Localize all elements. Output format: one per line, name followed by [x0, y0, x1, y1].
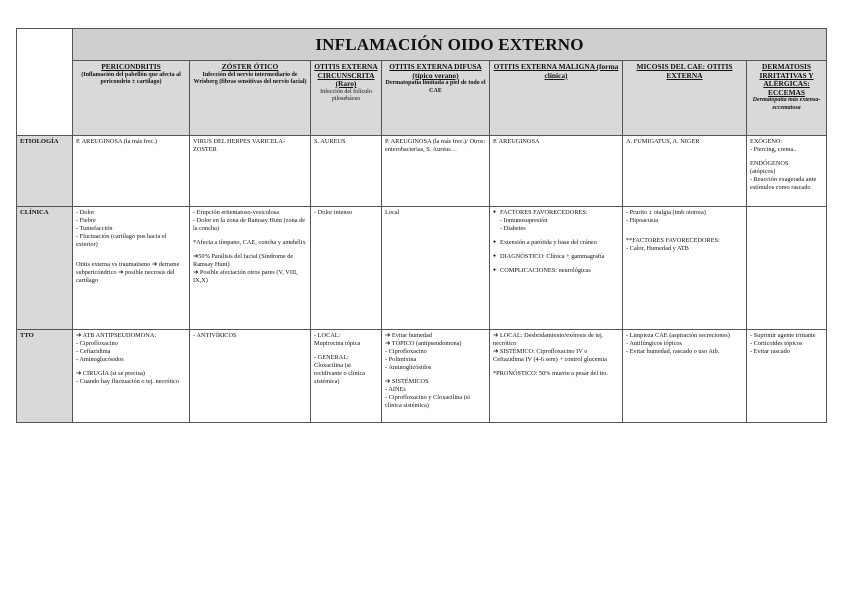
cell-text: - Prurito ± otalgia (tmb otorrea) [626, 209, 706, 216]
cell-text: - Ciprofloxacino [385, 348, 427, 356]
cell-tto-zoster [190, 330, 311, 423]
cell-text: - Erupción eritematoso-vesiculosa [193, 209, 280, 216]
header-title: OTITIS EXTERNA DIFUSA (típico verano) [389, 62, 482, 80]
header-dermatosis [747, 61, 827, 136]
cell-text: - Diabetes [500, 225, 526, 233]
cell-text: ➔ TÓPICO (antipseudomona) [385, 340, 462, 348]
inflammation-table [16, 28, 827, 423]
header-micosis-cae [623, 61, 747, 136]
cell-text: - Fluctuación (cartílago pus hacia el exterior) [76, 233, 167, 249]
cell-etiologia-circunscrita [311, 136, 382, 207]
cell-etiologia-micosis [623, 136, 747, 207]
cell-text: EXÓGENO: [750, 138, 783, 145]
header-title: PERICONDRITIS [101, 62, 161, 71]
cell-clinica-maligna [490, 207, 623, 330]
cell-clinica-dermatosis [747, 207, 827, 330]
cell-text: - LOCAL: [314, 332, 341, 339]
cell-text: - Fiebre [76, 217, 96, 225]
cell-text: A. FUMIGATUS, A. NIGER [626, 138, 700, 145]
cell-text: ➔ Posible afectación otros pares (V, VIII, IX,X) [193, 269, 298, 285]
header-subtitle: Dermatopatía limitada a piel de todo el CAE [385, 80, 486, 94]
header-title: OTITIS EXTERNA CIRCUNSCRITA (Raro) [314, 62, 378, 89]
cell-text: - Ceftazidima [76, 348, 111, 356]
cell-text: - Aminoglucósidos [76, 356, 124, 364]
cell-text: Otitis externa vs traumatismo ➔ derrame subpericóndrico ➔ posible necrosis del cartílago [76, 261, 180, 285]
cell-tto-maligna [490, 330, 623, 423]
cell-text: - Antifúngicos tópicos [626, 340, 682, 348]
bullet-item: ● COMPLICACIONES: neurológicas [493, 267, 619, 275]
header-otitis-maligna [490, 61, 623, 136]
cell-etiologia-maligna [490, 136, 623, 207]
bullet-item: ● Extensión a parótida y base del cráneo [493, 239, 619, 247]
header-title: OTITIS EXTERNA MALIGNA (forma clínica) [493, 62, 619, 80]
cell-text: - Polimixina [385, 356, 417, 364]
cell-clinica-difusa [382, 207, 490, 330]
cell-text: - Dolor [76, 209, 95, 216]
header-otitis-difusa [382, 61, 490, 136]
cell-etiologia-zoster [190, 136, 311, 207]
cell-text: *Afecta a tímpano, CAE, concha y antehélix [193, 239, 306, 247]
cell-clinica-micosis [623, 207, 747, 330]
cell-text: *PRONÓSTICO: 50% muerte a pesar del tto. [493, 370, 608, 378]
table-title: INFLAMACIÓN OIDO EXTERNO [73, 29, 827, 61]
cell-tto-dermatosis [747, 330, 827, 423]
cell-text: - Reacción exagerada ante estímulos como rascado [750, 176, 817, 192]
bullet-item: ● DIAGNÓSTICO: Clínica + gammagrafía [493, 253, 619, 261]
cell-text: ENDÓGENOS [750, 160, 789, 168]
cell-text: - Ciprofloxacino [76, 340, 118, 348]
header-title: ZÓSTER ÓTICO [221, 62, 279, 71]
cell-text: - Calor, Humedad y ATB [626, 245, 689, 253]
cell-text: S. AUREUS [314, 138, 346, 145]
cell-text: ➔ LOCAL: Desbridamiento/exéresis de tej. necrótico [493, 332, 604, 348]
cell-text: - Cuando hay fluctuación o tej. necrótico [76, 378, 179, 386]
cell-text: - Evitar humedad, rascado o uso Atb. [626, 348, 720, 356]
cell-text: - Ciprofloxacino y Cloxacilina (si clínica sistémica) [385, 394, 470, 410]
cell-text: - Tumefacción [76, 225, 113, 233]
cell-text: P. AREUGINOSA (la más frec.) [76, 138, 158, 145]
cell-text: Local [385, 209, 400, 216]
cell-text: **FACTORES FAVORECEDORES: [626, 237, 720, 245]
cell-text: ➔ CIRUGÍA (si se precisa) [76, 370, 145, 378]
cell-clinica-zoster [190, 207, 311, 330]
cell-text: - Inmunosupresión [500, 217, 548, 225]
cell-text: P. AREUGINOSA (la más frec.)/ Otros: enterobacterias, S. Aureus… [385, 138, 486, 154]
cell-etiologia-dermatosis [747, 136, 827, 207]
header-subtitle: Infección del nervio intermediario de Wrisberg (fibras sensitivas del nervio facial) [193, 71, 307, 86]
cell-clinica-circunscrita [311, 207, 382, 330]
cell-text: - GENERAL: [314, 354, 349, 362]
cell-text: ➔ ATB ANTIPSEUDOMONA: [76, 332, 157, 339]
cell-clinica-pericondritis [73, 207, 190, 330]
corner-cell [17, 29, 73, 136]
row-label-clinica: CLÍNICA [17, 207, 73, 330]
cell-text: VIRUS DEL HERPES VARICELA-ZOSTER [193, 138, 286, 154]
bullet-item: ● FACTORES FAVORECEDORES: [493, 209, 619, 217]
cell-text: - ANTIVÍRICOS [193, 332, 237, 339]
row-label-etiologia: ETIOLOGÍA [17, 136, 73, 207]
cell-text: - Piercing, crema.. [750, 146, 797, 154]
cell-text: - Suprimir agente irritante [750, 332, 816, 339]
cell-tto-difusa [382, 330, 490, 423]
cell-text: P. AREUGINOSA [493, 138, 540, 145]
cell-text: - AINEs [385, 386, 406, 394]
cell-tto-circunscrita [311, 330, 382, 423]
cell-etiologia-pericondritis [73, 136, 190, 207]
header-pericondritis [73, 61, 190, 136]
cell-text: Mupirocina tópica [314, 340, 361, 348]
cell-text: ➔ SISTÉMICOS [385, 378, 429, 386]
cell-text: - Dolor en la zona de Ramsay Hunt (zona de la concha) [193, 217, 306, 233]
cell-text: (atópicos) [750, 168, 776, 176]
cell-text: - Aminoglicósidos [385, 364, 432, 372]
header-otitis-circunscrita [311, 61, 382, 136]
header-subtitle: Dermatopatía más extensa-eccematosa [752, 97, 821, 111]
header-subtitle: (Inflamación del pabellón que afecta al pericondrio ± cartílago) [81, 71, 181, 86]
cell-text: ➔ Evitar humedad [385, 332, 432, 339]
cell-text: ➔50% Parálisis del facial (Síndrome de Ramsay Hunt) [193, 253, 294, 269]
header-subtitle: Infección del folículo pilosebáceo [320, 88, 372, 103]
header-title: MICOSIS DEL CAE: OTITIS EXTERNA [636, 62, 733, 80]
row-label-tto: TTO [17, 330, 73, 423]
cell-text: Cloxacilina (si recidivante o clínica sistémica) [314, 362, 366, 386]
header-title: DERMATOSIS IRRITATIVAS Y ALÉRGICAS: ECCEMAS [759, 62, 814, 97]
cell-text: - Hipoacusia [626, 217, 658, 225]
header-zoster-otico [190, 61, 311, 136]
cell-tto-pericondritis [73, 330, 190, 423]
cell-tto-micosis [623, 330, 747, 423]
cell-text: - Corticoides tópicos [750, 340, 803, 348]
cell-text: - Dolor intenso [314, 209, 353, 216]
cell-etiologia-difusa [382, 136, 490, 207]
cell-text: - Limpieza CAE (aspiración secreciones) [626, 332, 730, 339]
cell-text: ➔ SISTÉMICO: Ciprofloxacino IV o Ceftazidima IV (4-6 sem) + control glucemia [493, 348, 607, 364]
cell-text: - Evitar rascado [750, 348, 790, 356]
